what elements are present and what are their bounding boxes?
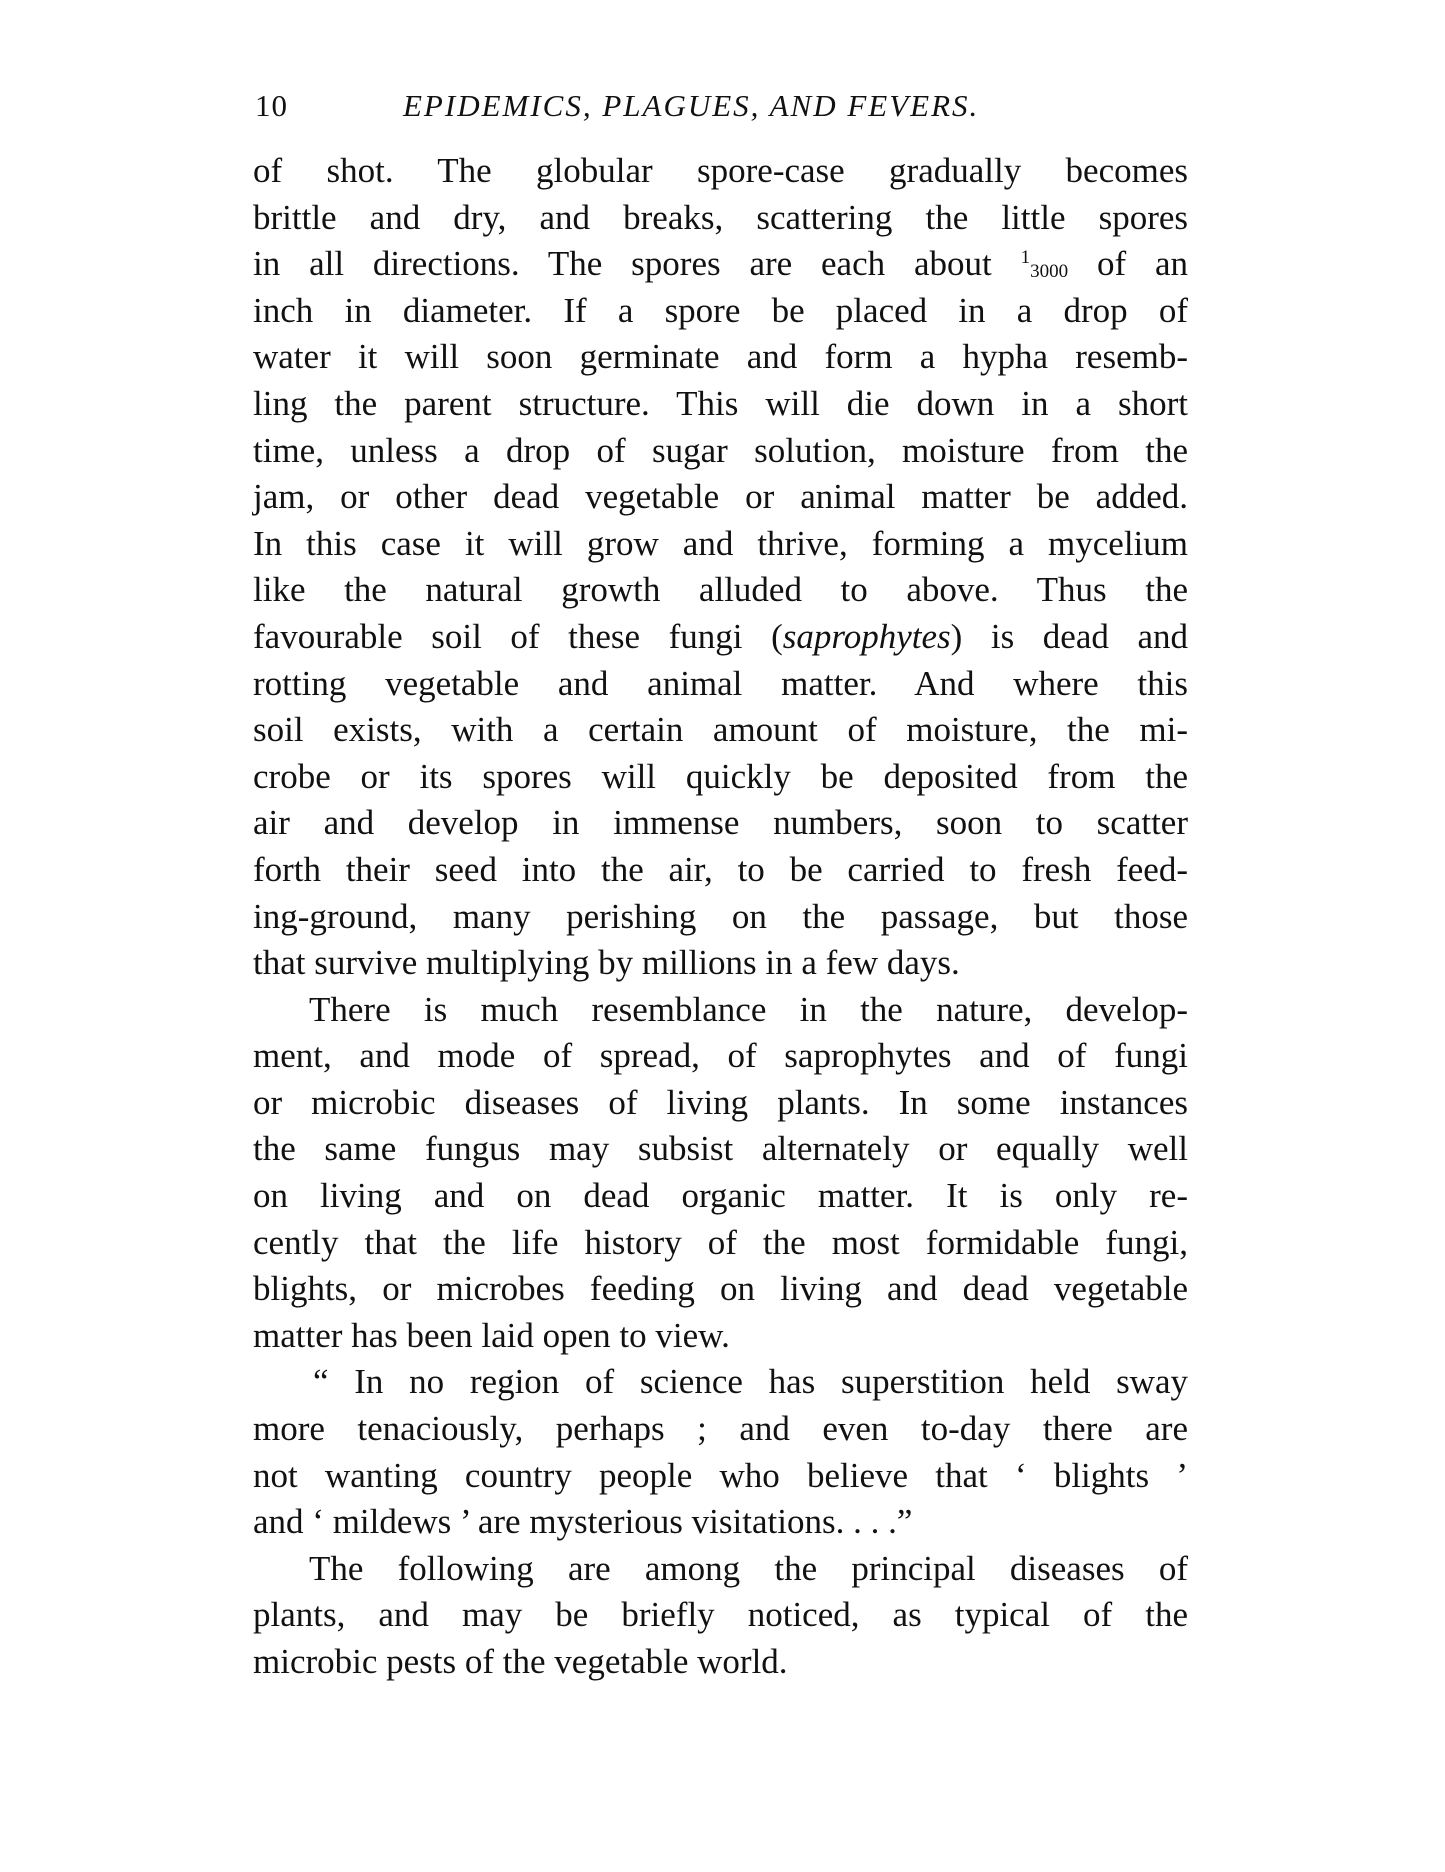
running-header bbox=[255, 88, 1035, 128]
text-line: that survive multiplying by millions in a few days. bbox=[253, 943, 960, 983]
paragraph-4 bbox=[253, 1546, 1188, 1686]
text-line: blights, or microbes feeding on living and dead vegetable bbox=[253, 1269, 1188, 1309]
page-number: 10 bbox=[255, 88, 288, 123]
fraction-denominator: 3000 bbox=[1030, 261, 1069, 283]
text-line: more tenaciously, perhaps ; and even to-day there are bbox=[253, 1409, 1188, 1449]
text-line: ling the parent structure. This will die down in a short bbox=[253, 383, 1188, 423]
fraction-numerator: 1 bbox=[1020, 247, 1031, 269]
text-line: time, unless a drop of sugar solution, moisture from the bbox=[253, 430, 1188, 470]
text-line: rotting vegetable and animal matter. And where this bbox=[253, 663, 1188, 703]
text-line: The following are among the principal diseases of bbox=[309, 1548, 1188, 1588]
text-line-with-italic bbox=[253, 614, 1188, 661]
quotation-paragraph bbox=[253, 1359, 1188, 1545]
text-line: ment, and mode of spread, of saprophytes and of fungi bbox=[253, 1036, 1188, 1076]
text-line: plants, and may be briefly noticed, as typical of the bbox=[253, 1595, 1188, 1635]
text-line: of shot. The globular spore-case gradually becomes bbox=[253, 151, 1188, 190]
text-line: brittle and dry, and breaks, scattering the little spores bbox=[253, 197, 1188, 237]
text-line: In this case it will grow and thrive, forming a mycelium bbox=[253, 523, 1188, 563]
text-segment: ) is dead and bbox=[950, 616, 1188, 656]
text-line: on living and on dead organic matter. It is only re- bbox=[253, 1176, 1188, 1216]
text-line: and ‘ mildews ’ are mysterious visitations. . . .” bbox=[253, 1502, 913, 1542]
text-line: crobe or its spores will quickly be deposited from the bbox=[253, 756, 1188, 796]
text-line: microbic pests of the vegetable world. bbox=[253, 1642, 788, 1681]
text-line: or microbic diseases of living plants. In some instances bbox=[253, 1082, 1188, 1122]
text-line: water it will soon germinate and form a hypha resemb- bbox=[253, 337, 1188, 377]
text-line: There is much resemblance in the nature, develop- bbox=[309, 989, 1188, 1029]
text-line-with-fraction bbox=[253, 241, 1188, 288]
text-line: like the natural growth alluded to above. Thus the bbox=[253, 570, 1188, 610]
text-line: the same fungus may subsist alternately or equally well bbox=[253, 1129, 1188, 1169]
paragraph-2 bbox=[253, 987, 1188, 1360]
paragraph-1 bbox=[253, 148, 1188, 987]
italic-term: saprophytes bbox=[782, 616, 951, 656]
running-title: EPIDEMICS, PLAGUES, AND FEVERS. bbox=[403, 88, 980, 123]
text-line: inch in diameter. If a spore be placed in a drop of bbox=[253, 290, 1188, 330]
fraction bbox=[1021, 248, 1069, 281]
text-line: soil exists, with a certain amount of moisture, the mi- bbox=[253, 710, 1188, 750]
text-line: jam, or other dead vegetable or animal matter be added. bbox=[253, 477, 1188, 517]
text-line: air and develop in immense numbers, soon to scatter bbox=[253, 803, 1188, 843]
text-line: matter has been laid open to view. bbox=[253, 1315, 730, 1355]
text-segment: favourable soil of these fungi ( bbox=[253, 616, 783, 656]
text-line: not wanting country people who believe that ‘ blights ’ bbox=[253, 1455, 1188, 1495]
body-text bbox=[253, 148, 1188, 1686]
text-segment: of an bbox=[1068, 244, 1188, 284]
text-line: “ In no region of science has superstition held sway bbox=[313, 1362, 1188, 1402]
text-line: cently that the life history of the most formidable fungi, bbox=[253, 1222, 1188, 1262]
text-line: forth their seed into the air, to be carried to fresh feed- bbox=[253, 849, 1188, 889]
text-line: ing-ground, many perishing on the passage, but those bbox=[253, 896, 1188, 936]
text-segment: in all directions. The spores are each about bbox=[253, 244, 1021, 284]
